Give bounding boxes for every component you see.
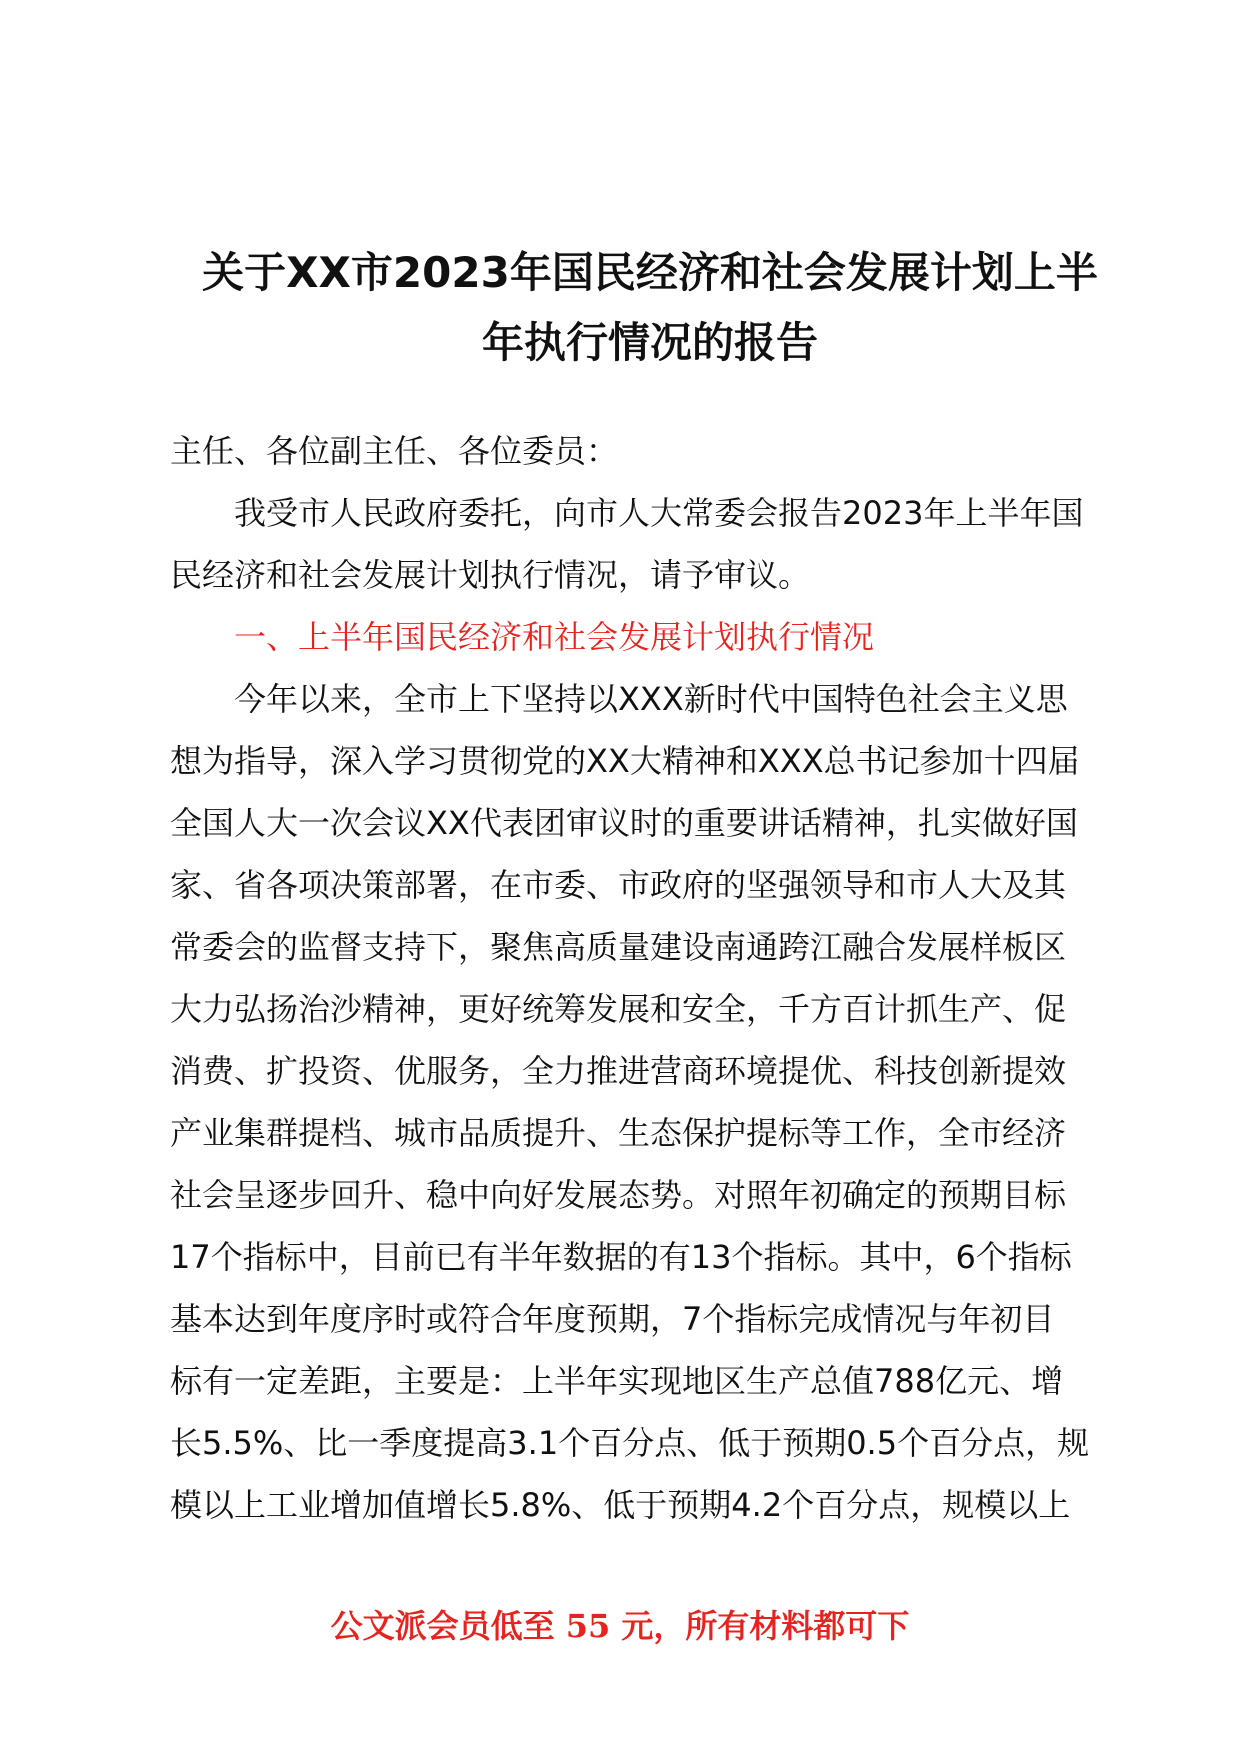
- report-body: [170, 482, 1120, 1536]
- footer-advertisement: 公文派会员低至 55 元，所有材料都可下: [330, 1607, 910, 1645]
- salutation: 主任、各位副主任、各位委员：: [170, 432, 619, 470]
- body-line: 想为指导，深入学习贯彻党的XX大精神和XXX总书记参加十四届: [170, 742, 1080, 780]
- title-line-1: 关于XX市2023年国民经济和社会发展计划上半: [202, 248, 1098, 297]
- body-line: 模以上工业增加值增长5.8%、低于预期4.2个百分点，规模以上: [170, 1486, 1071, 1524]
- body-line: 我受市人民政府委托，向市人大常委会报告2023年上半年国: [234, 494, 1084, 532]
- body-line: 17个指标中，目前已有半年数据的有13个指标。其中，6个指标: [170, 1238, 1072, 1276]
- section-heading: 一、上半年国民经济和社会发展计划执行情况: [234, 618, 875, 656]
- body-line: 标有一定差距，主要是：上半年实现地区生产总值788亿元、增: [170, 1362, 1064, 1400]
- body-line: 基本达到年度序时或符合年度预期，7个指标完成情况与年初目: [170, 1300, 1055, 1338]
- body-line: 消费、扩投资、优服务，全力推进营商环境提优、科技创新提效: [170, 1052, 1067, 1090]
- body-line: 常委会的监督支持下，聚焦高质量建设南通跨江融合发展样板区: [170, 928, 1067, 966]
- document-title: [160, 238, 1140, 378]
- body-line: 全国人大一次会议XX代表团审议时的重要讲话精神，扎实做好国: [170, 804, 1078, 842]
- title-line-2: 年执行情况的报告: [481, 318, 818, 367]
- body-line: 大力弘扬治沙精神，更好统筹发展和安全，千方百计抓生产、促: [170, 990, 1067, 1028]
- body-line: 民经济和社会发展计划执行情况，请予审议。: [170, 556, 811, 594]
- body-line: 社会呈逐步回升、稳中向好发展态势。对照年初确定的预期目标: [170, 1176, 1067, 1214]
- body-line: 家、省各项决策部署，在市委、市政府的坚强领导和市人大及其: [170, 866, 1067, 904]
- body-line: 产业集群提档、城市品质提升、生态保护提标等工作，全市经济: [170, 1114, 1067, 1152]
- body-line: 长5.5%、比一季度提高3.1个百分点、低于预期0.5个百分点，规: [170, 1424, 1090, 1462]
- body-line: 今年以来，全市上下坚持以XXX新时代中国特色社会主义思: [234, 680, 1068, 718]
